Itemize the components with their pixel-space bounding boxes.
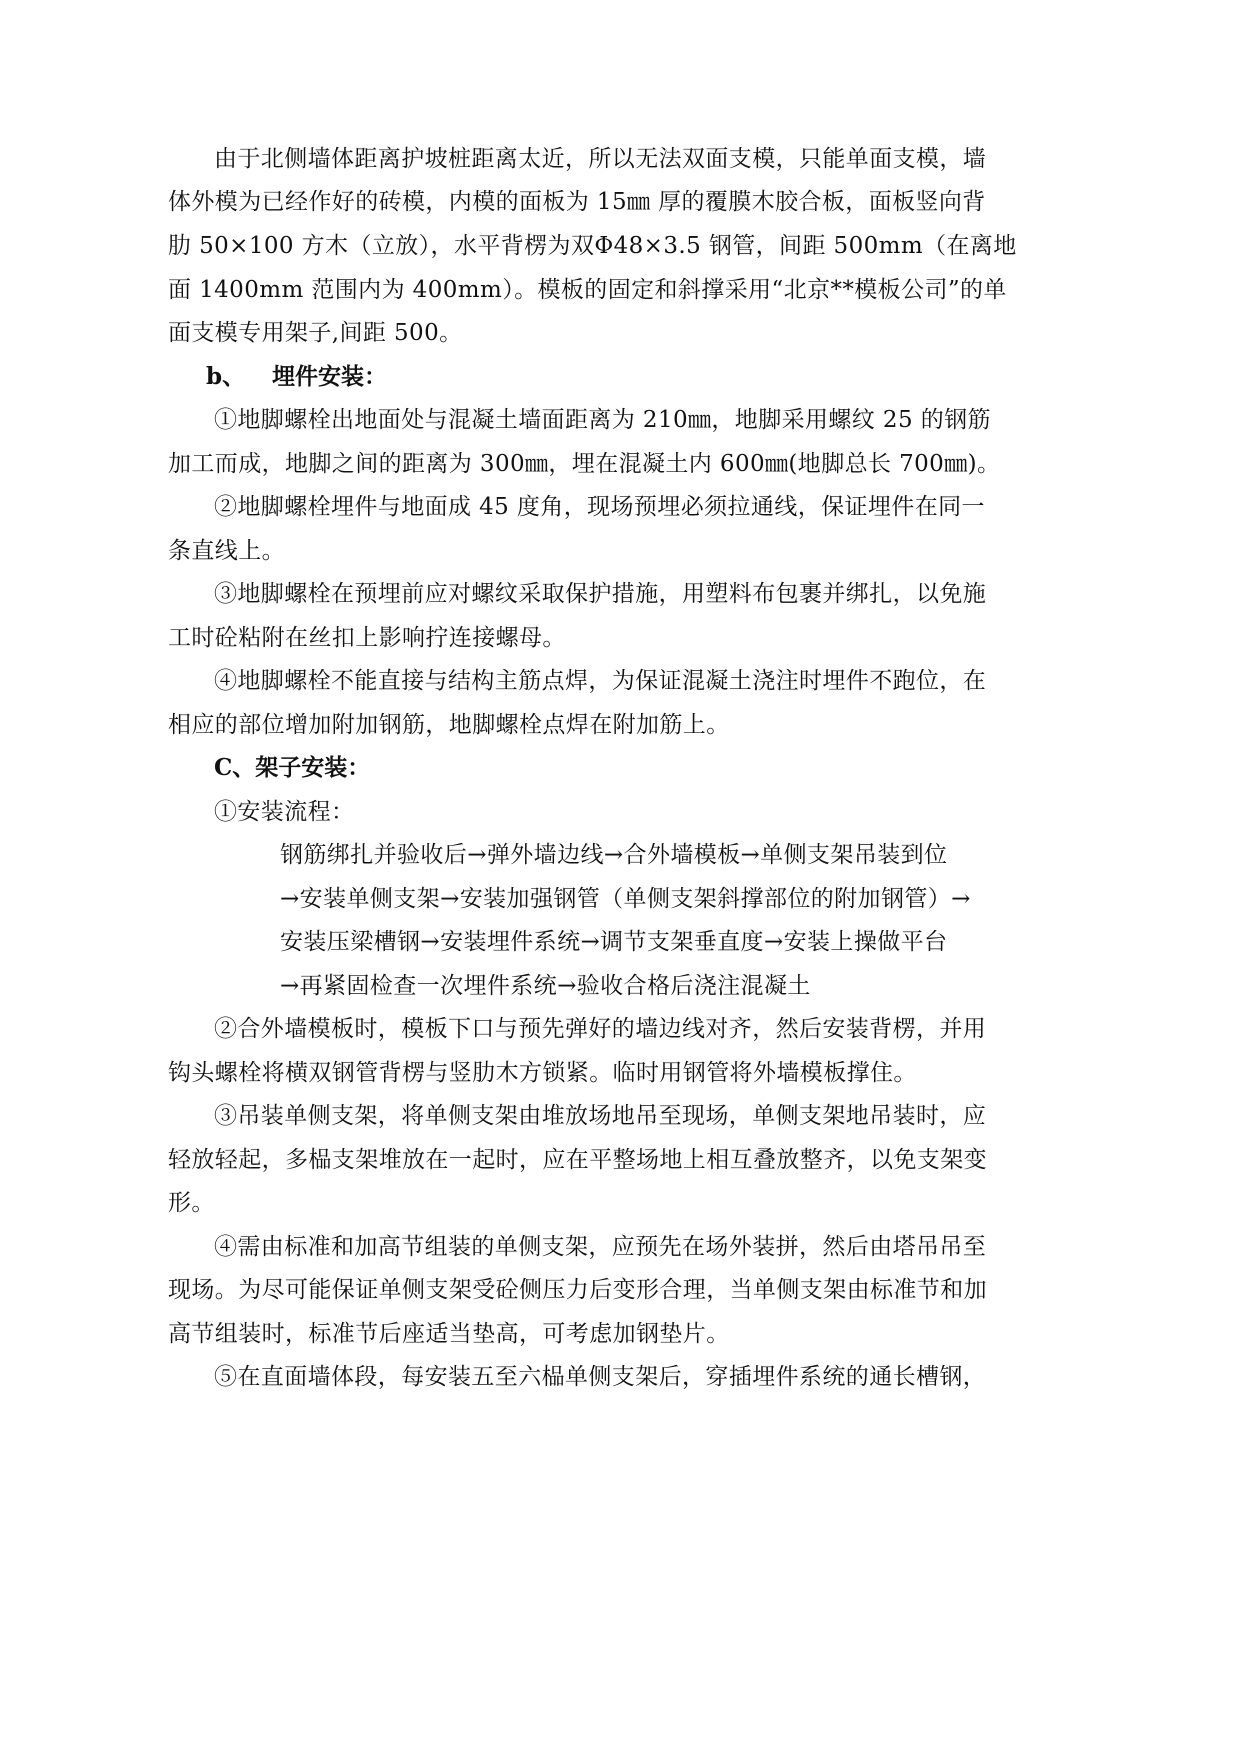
list-item-line: 现场。为尽可能保证单侧支架受砼侧压力后变形合理，当单侧支架由标准节和加 bbox=[168, 1277, 987, 1303]
list-item-line: ③吊装单侧支架，将单侧支架由堆放场地吊至现场，单侧支架地吊装时，应 bbox=[214, 1103, 987, 1129]
list-item-line: 高节组装时，标准节后座适当垫高，可考虑加钢垫片。 bbox=[168, 1321, 730, 1347]
list-item-line: 条直线上。 bbox=[168, 538, 285, 564]
list-item-line: ③地脚螺栓在预埋前应对螺纹采取保护措施，用塑料布包裹并绑扎，以免施 bbox=[214, 581, 987, 607]
list-item-line: ②合外墙模板时，模板下口与预先弹好的墙边线对齐，然后安装背楞，并用 bbox=[214, 1016, 987, 1042]
paragraph-line: 由于北侧墙体距离护坡桩距离太近，所以无法双面支模，只能单面支模，墙 bbox=[214, 146, 987, 172]
list-item-line: ④需由标准和加高节组装的单侧支架，应预先在场外装拼，然后由塔吊吊至 bbox=[214, 1234, 987, 1260]
list-item-line: 钩头螺栓将横双钢管背楞与竖肋木方锁紧。临时用钢管将外墙模板撑住。 bbox=[168, 1060, 917, 1086]
section-b-label: b、 bbox=[206, 363, 246, 390]
flow-line: →安装单侧支架→安装加强钢管（单侧支架斜撑部位的附加钢管）→ bbox=[280, 886, 971, 912]
list-item-line: 形。 bbox=[168, 1190, 215, 1216]
list-item-line: ①安装流程： bbox=[214, 799, 355, 825]
list-item-line: 相应的部位增加附加钢筋，地脚螺栓点焊在附加筋上。 bbox=[168, 712, 730, 738]
paragraph-line: 面 1400mm 范围内为 400mm）。模板的固定和斜撑采用“北京**模板公司”的单 bbox=[168, 277, 1007, 303]
section-b-title: 埋件安装： bbox=[272, 363, 387, 390]
section-c-title: C、架子安装： bbox=[214, 754, 371, 781]
list-item-line: ②地脚螺栓埋件与地面成 45 度角，现场预埋必须拉通线，保证埋件在同一 bbox=[214, 494, 985, 520]
list-item-line: ⑤在直面墙体段，每安装五至六榀单侧支架后，穿插埋件系统的通长槽钢， bbox=[214, 1364, 987, 1390]
list-item-line: 工时砼粘附在丝扣上影响拧连接螺母。 bbox=[168, 625, 566, 651]
paragraph-line: 肋 50×100 方木（立放），水平背楞为双Φ48×3.5 钢管，间距 500mm（在离地 bbox=[168, 233, 1017, 259]
paragraph-line: 面支模专用架子,间距 500。 bbox=[168, 320, 463, 346]
flow-line: 钢筋绑扎并验收后→弹外墙边线→合外墙模板→单侧支架吊装到位 bbox=[280, 842, 948, 868]
list-item-line: 加工而成，地脚之间的距离为 300㎜，埋在混凝土内 600㎜(地脚总长 700㎜)。 bbox=[168, 451, 1001, 477]
list-item-line: ①地脚螺栓出地面处与混凝土墙面距离为 210㎜，地脚采用螺纹 25 的钢筋 bbox=[214, 407, 991, 433]
flow-line: →再紧固检查一次埋件系统→验收合格后浇注混凝土 bbox=[280, 973, 811, 999]
list-item-line: 轻放轻起，多榀支架堆放在一起时，应在平整场地上相互叠放整齐，以免支架变 bbox=[168, 1147, 987, 1173]
list-item-line: ④地脚螺栓不能直接与结构主筋点焊，为保证混凝土浇注时埋件不跑位，在 bbox=[214, 668, 987, 694]
flow-line: 安装压梁槽钢→安装埋件系统→调节支架垂直度→安装上操做平台 bbox=[280, 929, 948, 955]
paragraph-line: 体外模为已经作好的砖模，内模的面板为 15㎜ 厚的覆膜木胶合板，面板竖向背 bbox=[168, 189, 986, 215]
